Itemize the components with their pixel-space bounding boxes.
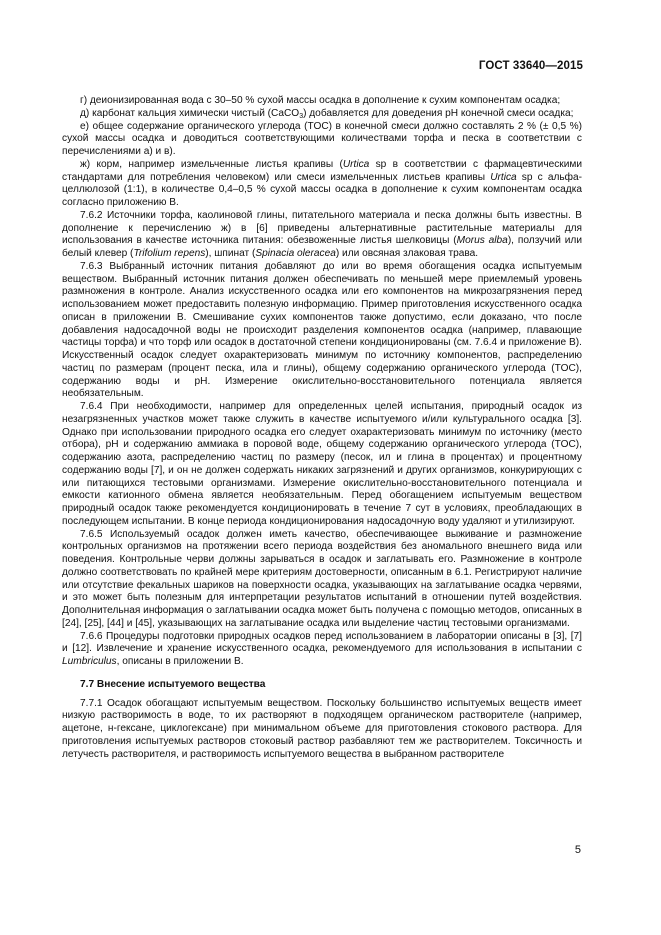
paragraph-7-6-2-text-a: 7.6.2 Источники торфа, каолиновой глины, питательного материала и песка должны быть известны. В дополнение к перечислению ж) в [6] приведены альтернативные растительные материалы для использования в качестве источника питания: обезвоженные листья шелковицы ( xyxy=(62,209,582,247)
list-item-d xyxy=(62,108,582,121)
paragraph-7-6-4: 7.6.4 При необходимости, например для определенных целей испытания, природный осадок из незагрязненных участков может также служить в качестве испытуемого и/или культурального осадка [3]. Однако при использовании природного осадка его следует охарактеризовать минимум по источнику (место отбора), pH и содержанию аммиака в поровой воде, общему содержанию органического углерода (TOC), содержанию азота, распределению частиц по размеру (песок, ил и глина в процентах) и процентному содержанию воды [7], и он не должен содержать никаких загрязнений и других организмов, конкурирующих с или питающихся тестовыми организмами. Измерение окислительно-восстановительного потенциала и емкости катионного обмена является необязательным. Перед обогащением испытуемым веществом природный осадок также рекомендуется кондиционировать в течение 7 сут в условиях, преобладающих в последующем испытании. В конце периода кондиционирования надосадочную воду удаляют и утилизируют. xyxy=(62,401,582,527)
paragraph-7-6-6-text-a: 7.6.6 Процедуры подготовки природных осадков перед использованием в лаборатории описаны в [3], [7] и [12]. Извлечение и хранение искусственного осадка, рекомендуемого для использования в испытании с xyxy=(62,630,582,655)
list-item-zh-text-1: ж) корм, например измельченные листья крапивы ( xyxy=(80,158,343,170)
paragraph-7-6-2-text-c: ), шпинат ( xyxy=(205,248,256,259)
page-number: 5 xyxy=(574,844,581,856)
paragraph-7-7-1: 7.7.1 Осадок обогащают испытуемым веществом. Поскольку большинство испытуемых веществ имеет низкую растворимость в воде, то их растворяют в подходящем органическом растворителе (например, ацетоне, н-гексане, циклогексане) при минимальном объеме для приготовления стокового раствора. Для приготовления испытуемых растворов стоковый раствор разбавляют тем же растворителем. Токсичность и летучесть растворителя, и растворимость испытуемого вещества в выбранном растворителе xyxy=(62,697,582,760)
species-spinacia: Spinacia oleracea xyxy=(255,248,336,259)
list-item-zh xyxy=(62,159,582,210)
list-item-d-text-a: д) карбонат кальция химически чистый (CaCO xyxy=(80,107,300,119)
species-lumbriculus: Lumbriculus xyxy=(62,656,117,667)
species-morus: Morus alba xyxy=(456,235,508,247)
species-urtica: Urtica xyxy=(342,158,370,170)
paragraph-7-6-6 xyxy=(62,631,582,669)
list-item-d-text-b: ) добавляется для доведения pH конечной смеси осадка; xyxy=(303,107,574,119)
paragraph-7-6-6-text-b: , описаны в приложении В. xyxy=(116,656,244,667)
list-item-zh-text-2: sp в соответствии с фармацевтическими стандартами для потребления человеком) или смеси измельченных листьев крапивы xyxy=(62,158,582,183)
document-body xyxy=(62,95,582,761)
document-header: ГОСТ 33640—2015 xyxy=(478,60,583,72)
paragraph-7-6-2-text-b: ), ползучий или белый клевер ( xyxy=(62,235,582,259)
paragraph-7-6-3: 7.6.3 Выбранный источник питания добавляют до или во время обогащения осадка испытуемым веществом. Выбранный источник питания должен обеспечивать по меньшей мере приемлемый уровень размножения в контроле. Анализ искусственного осадка или его компонентов на микрозагрязнения перед использованием может предоставить полезную информацию. Пример приготовления искусственного осадка описан в приложении В. Смешивание сухих компонентов также допустимо, если доказано, что после добавления надосадочной воды не происходит разделения компонентов осадка (например, плавающие частицы торфа) и что торф или осадок в достаточной степени кондиционированы (см. 7.6.4 и приложение В). Искусственный осадок следует охарактеризовать минимум по источнику компонентов, распределению частиц по размерам (процент песка, ила и глины), общему содержанию органического углерода (TOC), содержанию воды и pH. Измерение окислительно-восстановительного потенциала является необязательным. xyxy=(62,260,582,400)
paragraph-7-6-2 xyxy=(62,210,582,261)
list-item-g: г) деионизированная вода с 30–50 % сухой массы осадка в дополнение к сухим компонентам осадка; xyxy=(80,95,561,106)
paragraph-7-6-5: 7.6.5 Используемый осадок должен иметь качество, обеспечивающее выживание и размножение контрольных организмов на протяжении всего периода воздействия без аномального внешнего вида или поведения. Контрольные черви должны зарываться в осадок и заглатывать его. Размножение в контроле должно соответствовать по крайней мере критериям достоверности, описанным в 6.1. Регистрируют наличие или отсутствие фекальных шариков на поверхности осадка, указывающих на заглатывание осадка червями, и это может быть полезным для интерпретации результатов испытаний в отношении путей воздействия. Дополнительная информация о заглатывании осадка может быть получена с помощью методов, описанных в [24], [25], [44] и [45], указывающих на заглатывание осадка или выделение частиц тестовыми организмами. xyxy=(62,528,582,629)
list-item-zh-text-3: sp с альфа- целлюлозой (1:1), в количестве 0,4–0,5 % сухой массы осадка в дополнение к сухим компонентам осадка согласно приложению В. xyxy=(62,171,583,208)
list-item-d-subscript: 3 xyxy=(299,112,304,120)
species-trifolium: Trifolium repens xyxy=(133,248,206,259)
paragraph-7-6-2-text-d: ) или овсяная злаковая трава. xyxy=(335,248,479,259)
species-urtica-2: Urtica xyxy=(490,171,517,183)
list-item-e: е) общее содержание органического углерода (TOC) в конечной смеси должно составлять 2 % (± 0,5 %) сухой массы осадка и доводиться соответствующими количествами торфа и песка в соответствии с перечислениями а) и в). xyxy=(62,120,582,157)
section-title-7-7: 7.7 Внесение испытуемого вещества xyxy=(80,678,266,690)
